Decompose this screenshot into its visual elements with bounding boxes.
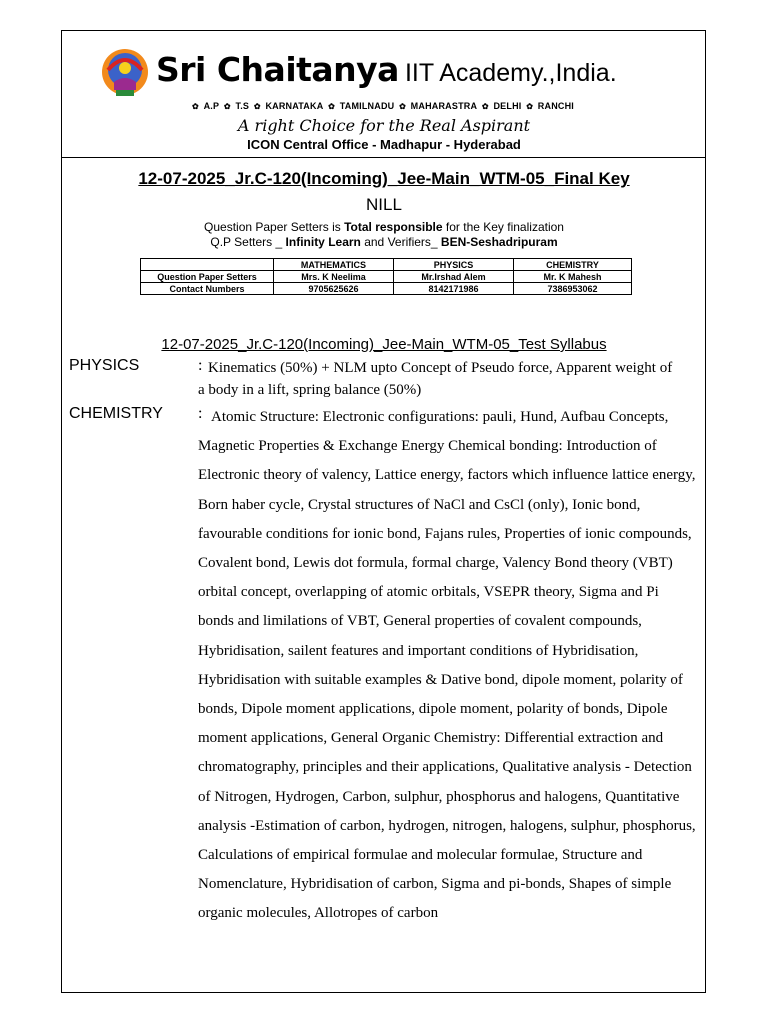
- setters-verifiers-note: [0, 235, 768, 249]
- table-header-cell: PHYSICS: [394, 259, 514, 271]
- table-cell: 9705625626: [274, 283, 394, 295]
- brand-heading: [156, 50, 617, 89]
- setters-name: Infinity Learn: [285, 235, 361, 249]
- locations-list: [0, 101, 768, 111]
- syllabus-title: 12-07-2025_Jr.C-120(Incoming)_Jee-Main_WTM-05_Test Syllabus: [161, 336, 607, 353]
- flower-icon: ✿: [481, 102, 489, 111]
- flower-icon: ✿: [253, 102, 261, 111]
- location-maharastra: MAHARASTRA: [410, 101, 478, 111]
- setters-table: [140, 258, 632, 295]
- table-cell: Mr.Irshad Alem: [394, 271, 514, 283]
- flower-icon: ✿: [192, 102, 199, 111]
- brand-suffix: IIT Academy.,India.: [404, 59, 617, 87]
- location-ap: A.P: [203, 101, 220, 111]
- resp-text: Question Paper Setters is: [204, 220, 345, 234]
- location-ts: T.S: [235, 101, 250, 111]
- table-header-cell: MATHEMATICS: [274, 259, 394, 271]
- table-row: [141, 283, 632, 295]
- table-header-cell: CHEMISTRY: [514, 259, 632, 271]
- setters-label: Q.P Setters _: [210, 235, 286, 249]
- physics-label: PHYSICS: [69, 357, 140, 374]
- verifiers-label: and Verifiers_: [360, 235, 441, 249]
- table-cell: Contact Numbers: [141, 283, 274, 295]
- table-header-cell: [141, 259, 274, 271]
- flower-icon: ✿: [526, 102, 534, 111]
- flower-icon: ✿: [223, 102, 231, 111]
- table-cell: Mrs. K Neelima: [274, 271, 394, 283]
- brand-name: Sri Chaitanya: [156, 50, 399, 89]
- table-cell: Mr. K Mahesh: [514, 271, 632, 283]
- tagline: A right Choice for the Real Aspirant: [237, 116, 531, 135]
- table-cell: 7386953062: [514, 283, 632, 295]
- chemistry-syllabus: Atomic Structure: Electronic configurations: pauli, Hund, Aufbau Concepts, Magnetic Properties & Exchange Energy Chemical bonding: Introduction of Electronic theory of valency, Lattice energy, factors which influence lattice energy, Born haber cycle, Crystal structures of NaCl and CsCl (only), Ionic bond, favourable conditions for ionic bond, Fajans rules, Properties of ionic compounds, Covalent bond, Lewis dot formula, formal charge, Valency Bond theory (VBT) orbital concept, overlapping of atomic orbitals, VSEPR theory, Sigma and Pi bonds and limilations of VBT, General properties of covalent compounds, Hybridisation, sailent features and important conditions of Hybridisation, Hybridisation with suitable examples & Dative bond, dipole moment, polarity of bonds, Dipole moment applications, dipole moment, polarity of bonds, Dipole moment applications, General Organic Chemistry: Differential extraction and chromatography, principles and their applications, Qualitative analysis - Detection of Nitrogen, Hydrogen, Carbon, sulphur, phosphorus and halogens, Quantitative analysis -Estimation of carbon, hydrogen, nitrogen, halogens, sulphur, phosphorus, Calculations of empirical formulae and molecular formulae, Structure and Nomenclature, Hybridisation of carbon, Sigma and pi-bonds, Shapes of simple organic molecules, Allotropes of carbon: [198, 409, 696, 922]
- resp-text: for the Key finalization: [442, 220, 564, 234]
- key-title: 12-07-2025_Jr.C-120(Incoming)_Jee-Main_WTM-05_Final Key: [138, 169, 630, 188]
- location-delhi: DELHI: [493, 101, 522, 111]
- flower-icon: ✿: [328, 102, 336, 111]
- chemistry-colon: :: [198, 405, 203, 422]
- physics-colon: :: [198, 357, 203, 374]
- flower-icon: ✿: [399, 102, 406, 111]
- table-cell: 8142171986: [394, 283, 514, 295]
- physics-syllabus: Kinematics (50%) + NLM upto Concept of Pseudo force, Apparent weight of a body in a lift, spring balance (50%): [198, 360, 673, 398]
- office-address: ICON Central Office - Madhapur - Hyderabad: [247, 137, 521, 152]
- header-divider: [61, 157, 706, 158]
- chemistry-label: CHEMISTRY: [69, 405, 163, 422]
- location-ranchi: RANCHI: [537, 101, 574, 111]
- table-cell: Question Paper Setters: [141, 271, 274, 283]
- table-row: [141, 271, 632, 283]
- responsibility-note: [0, 220, 768, 234]
- key-status: NILL: [366, 195, 402, 214]
- location-tamilnadu: TAMILNADU: [339, 101, 395, 111]
- verifiers-name: BEN-Seshadripuram: [440, 235, 558, 249]
- resp-emphasis: Total responsible: [344, 220, 443, 234]
- table-header-row: [141, 259, 632, 271]
- location-karnataka: KARNATAKA: [265, 101, 324, 111]
- sri-chaitanya-logo: [100, 46, 150, 100]
